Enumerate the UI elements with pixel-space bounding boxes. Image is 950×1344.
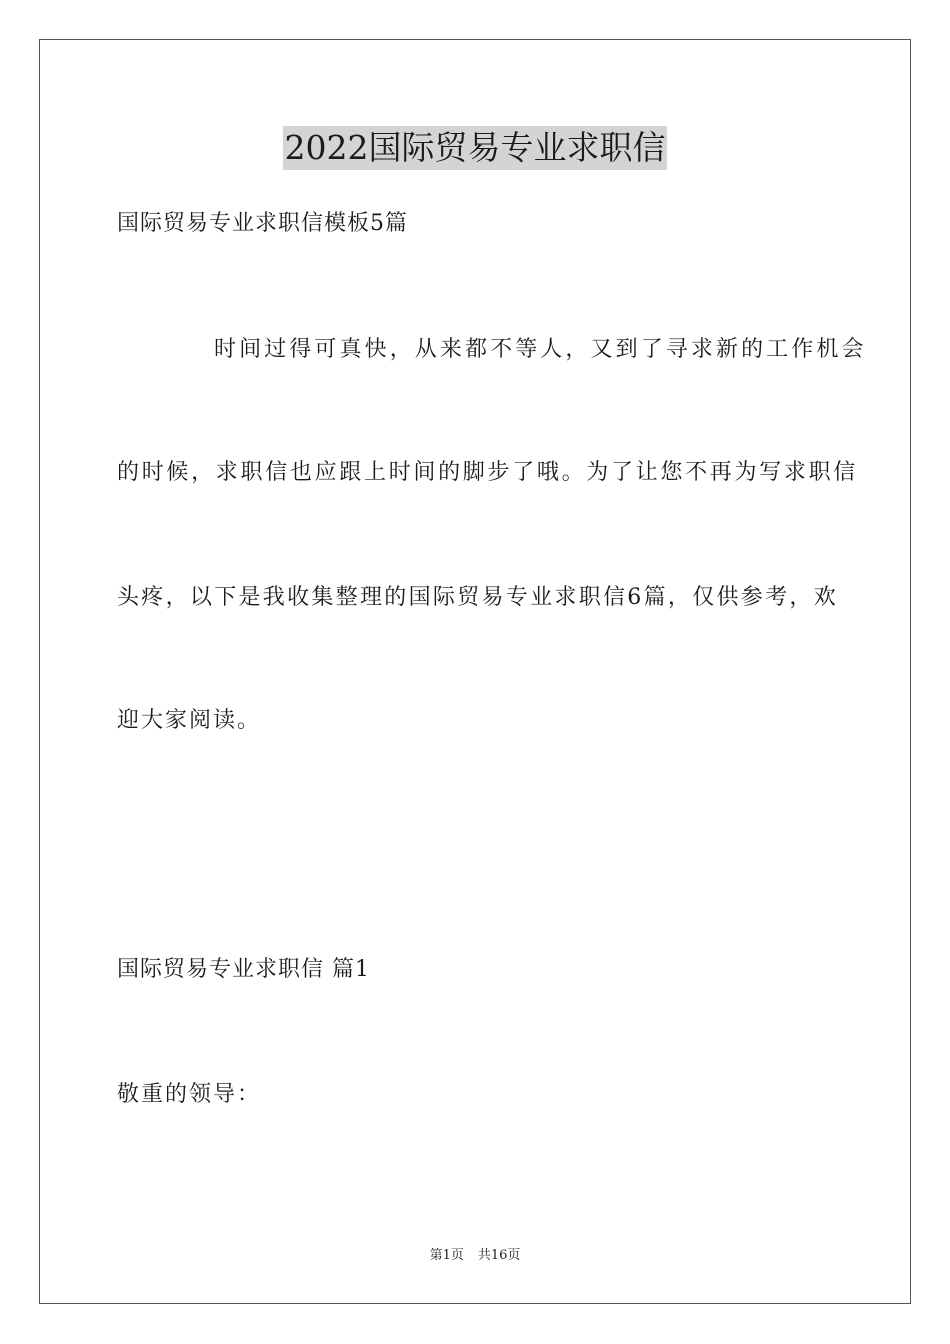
paragraph-line-4: 迎大家阅读。	[117, 708, 262, 733]
section-heading: 国际贸易专业求职信 篇1	[117, 957, 370, 982]
title-container	[0, 126, 950, 170]
document-title: 2022国际贸易专业求职信	[283, 126, 668, 170]
paragraph-line-3: 头疼，以下是我收集整理的国际贸易专业求职信6篇，仅供参考，欢	[117, 585, 838, 610]
document-subtitle: 国际贸易专业求职信模板5篇	[117, 211, 408, 236]
page-number-current: 第1页	[429, 1248, 464, 1263]
paragraph-line-1: 时间过得可真快，从来都不等人，又到了寻求新的工作机会	[214, 337, 867, 362]
letter-greeting: 敬重的领导：	[117, 1082, 262, 1107]
paragraph-line-2: 的时候，求职信也应跟上时间的脚步了哦。为了让您不再为写求职信	[117, 460, 859, 485]
page-footer	[0, 1247, 950, 1265]
page-number-total: 共16页	[477, 1248, 521, 1263]
